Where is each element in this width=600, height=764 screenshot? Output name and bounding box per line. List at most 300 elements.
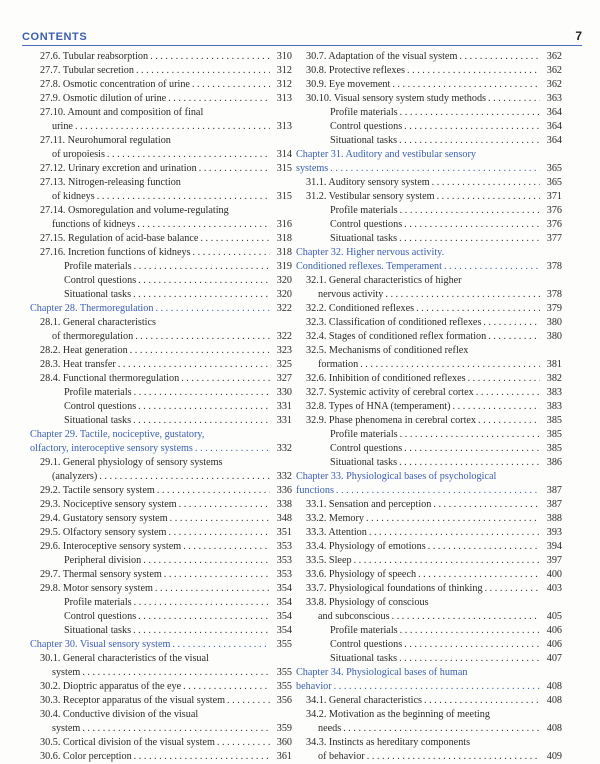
toc-entry — [296, 554, 562, 568]
toc-entry — [296, 316, 562, 330]
toc-page-number: 365 — [546, 177, 562, 188]
toc-entry — [296, 400, 562, 414]
toc-entry-title: 27.12. Urinary excretion and urination — [40, 163, 197, 174]
dot-leader — [133, 624, 270, 638]
toc-entry-title: Situational tasks — [64, 415, 132, 426]
toc-page-number: 338 — [276, 499, 292, 510]
toc-entry-title: 32.4. Stages of conditioned reflex formation — [306, 331, 487, 342]
dot-leader — [367, 750, 540, 764]
toc-page-number: 351 — [276, 527, 292, 538]
toc-page-number: 354 — [276, 583, 292, 594]
dot-leader — [428, 540, 540, 554]
toc-page-number: 325 — [276, 359, 292, 370]
toc-page-number: 360 — [276, 737, 292, 748]
toc-entry — [30, 414, 292, 428]
dot-leader — [134, 596, 270, 610]
toc-page-number: 405 — [546, 611, 562, 622]
toc-page-number: 331 — [276, 401, 292, 412]
toc-entry — [30, 190, 292, 204]
toc-entry — [296, 92, 562, 106]
toc-chapter-entry — [296, 666, 562, 680]
dot-leader — [118, 358, 270, 372]
toc-entry — [296, 288, 562, 302]
toc-entry — [296, 750, 562, 764]
toc-entry-title: Situational tasks — [330, 233, 398, 244]
toc-entry — [296, 694, 562, 708]
toc-entry — [30, 750, 292, 764]
toc-chapter-entry — [296, 470, 562, 484]
toc-entry-title: 34.1. General characteristics — [306, 695, 422, 706]
dot-leader — [157, 484, 270, 498]
toc-page-number: 315 — [276, 191, 292, 202]
dot-leader — [179, 498, 270, 512]
dot-leader — [136, 64, 270, 78]
toc-entry-title: 27.8. Osmotic concentration of urine — [40, 79, 190, 90]
toc-entry — [30, 78, 292, 92]
dot-leader — [138, 400, 270, 414]
toc-entry-title: of uropoiesis — [52, 149, 105, 160]
toc-page-number: 323 — [276, 345, 292, 356]
toc-entry-title: systems — [296, 163, 329, 174]
dot-leader — [404, 218, 540, 232]
toc-page-number: 380 — [546, 331, 562, 342]
toc-entry-title: Chapter 33. Physiological bases of psychological — [296, 471, 497, 482]
dot-leader — [172, 638, 270, 652]
toc-page-number: 313 — [276, 93, 292, 104]
toc-entry-title: 27.10. Amount and composition of final — [40, 107, 204, 118]
toc-page-number: 409 — [546, 751, 562, 762]
toc-page-number: 378 — [546, 289, 562, 300]
dot-leader — [192, 78, 270, 92]
toc-chapter-entry — [30, 428, 292, 442]
dot-leader — [133, 414, 270, 428]
toc-page-number: 397 — [546, 555, 562, 566]
toc-entry — [296, 204, 562, 218]
toc-entry — [296, 386, 562, 400]
toc-entry-title: 33.7. Physiological foundations of thinking — [306, 583, 483, 594]
dot-leader — [400, 624, 540, 638]
toc-entry-title: 34.3. Instincts as hereditary components — [306, 737, 471, 748]
dot-leader — [137, 218, 270, 232]
dot-leader — [400, 428, 540, 442]
toc-entry — [30, 596, 292, 610]
toc-entry-title: Situational tasks — [64, 289, 132, 300]
toc-entry-title: 32.5. Mechanisms of conditioned reflex — [306, 345, 469, 356]
toc-entry — [296, 302, 562, 316]
dot-leader — [138, 274, 270, 288]
toc-page-number: 361 — [276, 751, 292, 762]
dot-leader — [82, 722, 270, 736]
toc-entry — [30, 708, 292, 722]
dot-leader — [385, 288, 540, 302]
dot-leader — [134, 260, 270, 274]
toc-entry — [296, 330, 562, 344]
toc-entry — [296, 134, 562, 148]
page-header — [22, 27, 582, 43]
toc-entry-title: functions of kidneys — [52, 219, 136, 230]
toc-entry-title: 28.1. General characteristics — [40, 317, 156, 328]
toc-chapter-entry — [30, 302, 292, 316]
dot-leader — [437, 190, 540, 204]
toc-page-number: 385 — [546, 443, 562, 454]
toc-entry-title: 30.3. Receptor apparatus of the visual system — [40, 695, 226, 706]
dot-leader — [404, 442, 540, 456]
dot-leader — [193, 246, 270, 260]
toc-entry — [30, 666, 292, 680]
toc-entry — [30, 204, 292, 218]
toc-entry-title: 29.2. Tactile sensory system — [40, 485, 155, 496]
toc-entry — [30, 176, 292, 190]
toc-entry — [296, 358, 562, 372]
dot-leader — [334, 680, 540, 694]
toc-entry-title: Profile materials — [64, 387, 132, 398]
toc-entry-title: 30.7. Adaptation of the visual system — [306, 51, 458, 62]
toc-entry-title: functions — [296, 485, 334, 496]
toc-entry — [296, 526, 562, 540]
toc-entry — [30, 92, 292, 106]
toc-entry-title: Profile materials — [330, 625, 398, 636]
toc-entry-title: Control questions — [330, 121, 403, 132]
toc-page-number: 355 — [276, 667, 292, 678]
dot-leader — [453, 400, 540, 414]
toc-entry-title: Conditioned reflexes. Temperament — [296, 261, 442, 272]
toc-entry-title: Control questions — [330, 639, 403, 650]
toc-page-number: 330 — [276, 387, 292, 398]
toc-entry — [30, 274, 292, 288]
toc-page-number: 403 — [546, 583, 562, 594]
dot-leader — [488, 330, 540, 344]
toc-entry-title: 30.9. Eye movement — [306, 79, 391, 90]
toc-entry — [296, 582, 562, 596]
toc-page-number: 331 — [276, 415, 292, 426]
toc-entry-title: Profile materials — [330, 429, 398, 440]
toc-page-number: 355 — [276, 639, 292, 650]
page-title: CONTENTS — [22, 31, 88, 43]
toc-chapter-entry — [296, 680, 562, 694]
toc-entry — [296, 610, 562, 624]
toc-entry-title: Profile materials — [64, 597, 132, 608]
toc-page-number: 388 — [546, 513, 562, 524]
dot-leader — [424, 694, 540, 708]
toc-entry-title: Profile materials — [330, 205, 398, 216]
toc-entry-title: 27.14. Osmoregulation and volume-regulating — [40, 205, 229, 216]
toc-page-number: 312 — [276, 79, 292, 90]
toc-chapter-entry — [296, 148, 562, 162]
toc-entry — [30, 540, 292, 554]
toc-entry-title: 30.2. Dioptric apparatus of the eye — [40, 681, 182, 692]
toc-entry-title: 32.2. Conditioned reflexes — [306, 303, 415, 314]
toc-page-number: 327 — [276, 373, 292, 384]
toc-page-number: 320 — [276, 275, 292, 286]
toc-page-number: 386 — [546, 457, 562, 468]
toc-page-number: 336 — [276, 485, 292, 496]
toc-page-number: 318 — [276, 233, 292, 244]
toc-page-number: 394 — [546, 541, 562, 552]
dot-leader — [134, 750, 270, 764]
dot-leader — [130, 344, 270, 358]
dot-leader — [407, 64, 540, 78]
toc-entry — [296, 568, 562, 582]
toc-entry — [30, 652, 292, 666]
toc-page-number: 313 — [276, 121, 292, 132]
toc-entry — [296, 274, 562, 288]
dot-leader — [99, 470, 270, 484]
dot-leader — [366, 512, 540, 526]
toc-entry-title: 32.7. Systemic activity of cerebral cortex — [306, 387, 474, 398]
dot-leader — [170, 512, 270, 526]
toc-page-number: 354 — [276, 611, 292, 622]
toc-entry-title: needs — [318, 723, 342, 734]
toc-entry-title: 31.1. Auditory sensory system — [306, 177, 430, 188]
toc-entry — [296, 344, 562, 358]
dot-leader — [399, 456, 540, 470]
toc-page-number: 371 — [546, 191, 562, 202]
toc-entry — [30, 680, 292, 694]
toc-page-number: 362 — [546, 51, 562, 62]
toc-page-number: 408 — [546, 681, 562, 692]
dot-leader — [217, 736, 270, 750]
toc-chapter-entry — [30, 442, 292, 456]
toc-entry — [30, 400, 292, 414]
toc-page-number: 383 — [546, 387, 562, 398]
toc-chapter-entry — [30, 638, 292, 652]
toc-entry-title: of kidneys — [52, 191, 95, 202]
toc-entry-title: 27.11. Neurohumoral regulation — [40, 135, 171, 146]
dot-leader — [155, 302, 270, 316]
dot-leader — [478, 414, 540, 428]
toc-page-number: 332 — [276, 471, 292, 482]
toc-entry — [30, 512, 292, 526]
toc-page-number: 387 — [546, 485, 562, 496]
toc-entry — [296, 708, 562, 722]
toc-entry — [296, 64, 562, 78]
dot-leader — [433, 498, 540, 512]
toc-entry — [296, 414, 562, 428]
toc-entry-title: 32.6. Inhibition of conditioned reflexes — [306, 373, 466, 384]
toc-entry — [296, 498, 562, 512]
toc-chapter-entry — [296, 484, 562, 498]
toc-entry — [30, 106, 292, 120]
toc-entry — [30, 148, 292, 162]
toc-entry-title: 33.3. Attention — [306, 527, 367, 538]
toc-entry-title: of thermoregulation — [52, 331, 134, 342]
toc-entry — [30, 64, 292, 78]
toc-page-number: 379 — [546, 303, 562, 314]
toc-entry-title: Chapter 34. Physiological bases of human — [296, 667, 468, 678]
toc-chapter-entry — [296, 246, 562, 260]
toc-entry — [30, 470, 292, 484]
toc-entry — [30, 526, 292, 540]
dot-leader — [399, 232, 540, 246]
toc-entry — [296, 638, 562, 652]
toc-entry-title: 29.8. Motor sensory system — [40, 583, 153, 594]
toc-entry-title: formation — [318, 359, 359, 370]
toc-entry-title: olfactory, interoceptive sensory systems — [30, 443, 193, 454]
toc-entry-title: 27.13. Nitrogen-releasing function — [40, 177, 181, 188]
dot-leader — [354, 554, 540, 568]
toc-entry — [30, 358, 292, 372]
header-rule — [22, 45, 582, 46]
dot-leader — [227, 694, 270, 708]
toc-entry — [30, 288, 292, 302]
toc-entry — [30, 386, 292, 400]
toc-entry — [296, 428, 562, 442]
toc-entry — [30, 316, 292, 330]
toc-entry — [30, 582, 292, 596]
dot-leader — [195, 442, 270, 456]
toc-entry-title: 30.4. Conductive division of the visual — [40, 709, 199, 720]
toc-page-number: 359 — [276, 723, 292, 734]
toc-entry — [296, 78, 562, 92]
toc-entry — [30, 134, 292, 148]
toc-page-number: 364 — [546, 121, 562, 132]
toc-entry — [296, 652, 562, 666]
toc-page-number: 383 — [546, 401, 562, 412]
dot-leader — [133, 288, 270, 302]
toc-entry — [296, 456, 562, 470]
dot-leader — [183, 540, 270, 554]
toc-page-number: 354 — [276, 597, 292, 608]
dot-leader — [399, 652, 540, 666]
dot-leader — [181, 372, 270, 386]
toc-entry-title: behavior — [296, 681, 332, 692]
toc-page-number: 407 — [546, 653, 562, 664]
toc-entry — [296, 218, 562, 232]
toc-entry — [30, 610, 292, 624]
dot-leader — [476, 386, 540, 400]
dot-leader — [75, 120, 270, 134]
toc-entry — [296, 120, 562, 134]
dot-leader — [343, 722, 540, 736]
toc-page-number: 354 — [276, 625, 292, 636]
dot-leader — [138, 610, 270, 624]
toc-entry-title: 33.2. Memory — [306, 513, 365, 524]
toc-right-column — [296, 50, 562, 764]
toc-page-number: 312 — [276, 65, 292, 76]
toc-left-column — [30, 50, 292, 764]
toc-entry — [296, 624, 562, 638]
toc-entry-title: system — [52, 723, 81, 734]
toc-entry-title: 27.16. Incretion functions of kidneys — [40, 247, 191, 258]
toc-entry-title: Chapter 30. Visual sensory system — [30, 639, 171, 650]
toc-page-number: 355 — [276, 681, 292, 692]
toc-page-number: 332 — [276, 443, 292, 454]
dot-leader — [392, 78, 540, 92]
toc-entry-title: Chapter 28. Thermoregulation — [30, 303, 154, 314]
toc-entry-title: 27.15. Regulation of acid-base balance — [40, 233, 199, 244]
dot-leader — [168, 526, 270, 540]
toc-entry — [296, 512, 562, 526]
toc-entry-title: 33.1. Sensation and perception — [306, 499, 432, 510]
dot-leader — [400, 204, 540, 218]
toc-entry-title: 28.2. Heat generation — [40, 345, 128, 356]
toc-page-number: 315 — [276, 163, 292, 174]
toc-entry-title: 33.4. Physiology of emotions — [306, 541, 426, 552]
toc-entry — [30, 344, 292, 358]
dot-leader — [82, 666, 270, 680]
dot-leader — [392, 610, 540, 624]
toc-page-number: 381 — [546, 359, 562, 370]
toc-page-number: 365 — [546, 163, 562, 174]
dot-leader — [488, 92, 540, 106]
dot-leader — [432, 176, 540, 190]
toc-entry-title: 29.1. General physiology of sensory systems — [40, 457, 223, 468]
dot-leader — [97, 190, 270, 204]
toc-entry — [30, 484, 292, 498]
dot-leader — [404, 638, 540, 652]
toc-page-number: 363 — [546, 93, 562, 104]
toc-entry — [296, 106, 562, 120]
dot-leader — [155, 582, 270, 596]
toc-entry-title: 29.7. Thermal sensory system — [40, 569, 162, 580]
toc-entry — [30, 162, 292, 176]
dot-leader — [143, 554, 270, 568]
toc-entry-title: 31.2. Vestibular sensory system — [306, 191, 435, 202]
toc-page-number: 382 — [546, 373, 562, 384]
toc-entry-title: 33.8. Physiology of conscious — [306, 597, 429, 608]
toc-entry-title: 32.8. Types of HNA (temperament) — [306, 401, 451, 412]
toc-page-number: 316 — [276, 219, 292, 230]
toc-page-number: 364 — [546, 107, 562, 118]
toc-entry-title: Control questions — [64, 401, 137, 412]
toc-entry-title: 29.5. Olfactory sensory system — [40, 527, 167, 538]
dot-leader — [444, 260, 540, 274]
toc-page-number: 380 — [546, 317, 562, 328]
dot-leader — [485, 582, 540, 596]
toc-chapter-entry — [296, 260, 562, 274]
toc-entry — [296, 596, 562, 610]
dot-leader — [468, 372, 540, 386]
toc-entry-title: 27.7. Tubular secretion — [40, 65, 134, 76]
dot-leader — [150, 50, 270, 64]
toc-entry-title: 33.5. Sleep — [306, 555, 352, 566]
toc-entry-title: 29.3. Nociceptive sensory system — [40, 499, 177, 510]
toc-entry-title: Situational tasks — [330, 135, 398, 146]
toc-page-number: 310 — [276, 51, 292, 62]
toc-entry-title: 28.4. Functional thermoregulation — [40, 373, 180, 384]
dot-leader — [400, 106, 540, 120]
toc-page-number: 314 — [276, 149, 292, 160]
toc-entry — [30, 568, 292, 582]
toc-entry — [30, 554, 292, 568]
toc-page-number: 393 — [546, 527, 562, 538]
toc-page-number: 362 — [546, 65, 562, 76]
dot-leader — [107, 148, 270, 162]
toc-entry — [30, 246, 292, 260]
toc-entry-title: Control questions — [330, 219, 403, 230]
toc-entry — [296, 540, 562, 554]
toc-page-number: 364 — [546, 135, 562, 146]
toc-entry-title: 32.9. Phase phenomena in cerebral cortex — [306, 415, 477, 426]
toc-entry-title: 30.6. Color perception — [40, 751, 132, 762]
toc-entry-title: 30.1. General characteristics of the visual — [40, 653, 209, 664]
toc-entry-title: 33.6. Physiology of speech — [306, 569, 417, 580]
toc-page-number: 356 — [276, 695, 292, 706]
toc-entry-title: Chapter 31. Auditory and vestibular sensory — [296, 149, 476, 160]
toc-entry-title: 32.1. General characteristics of higher — [306, 275, 462, 286]
toc-entry-title: nervous activity — [318, 289, 384, 300]
toc-page-number: 400 — [546, 569, 562, 580]
toc-entry — [296, 232, 562, 246]
toc-entry-title: Peripheral division — [64, 555, 142, 566]
toc-page-number: 353 — [276, 541, 292, 552]
toc-entry — [296, 722, 562, 736]
toc-entry-title: 27.9. Osmotic dilution of urine — [40, 93, 167, 104]
toc-entry-title: Control questions — [330, 443, 403, 454]
dot-leader — [459, 50, 540, 64]
dot-leader — [360, 358, 540, 372]
toc-entry-title: Control questions — [64, 611, 137, 622]
